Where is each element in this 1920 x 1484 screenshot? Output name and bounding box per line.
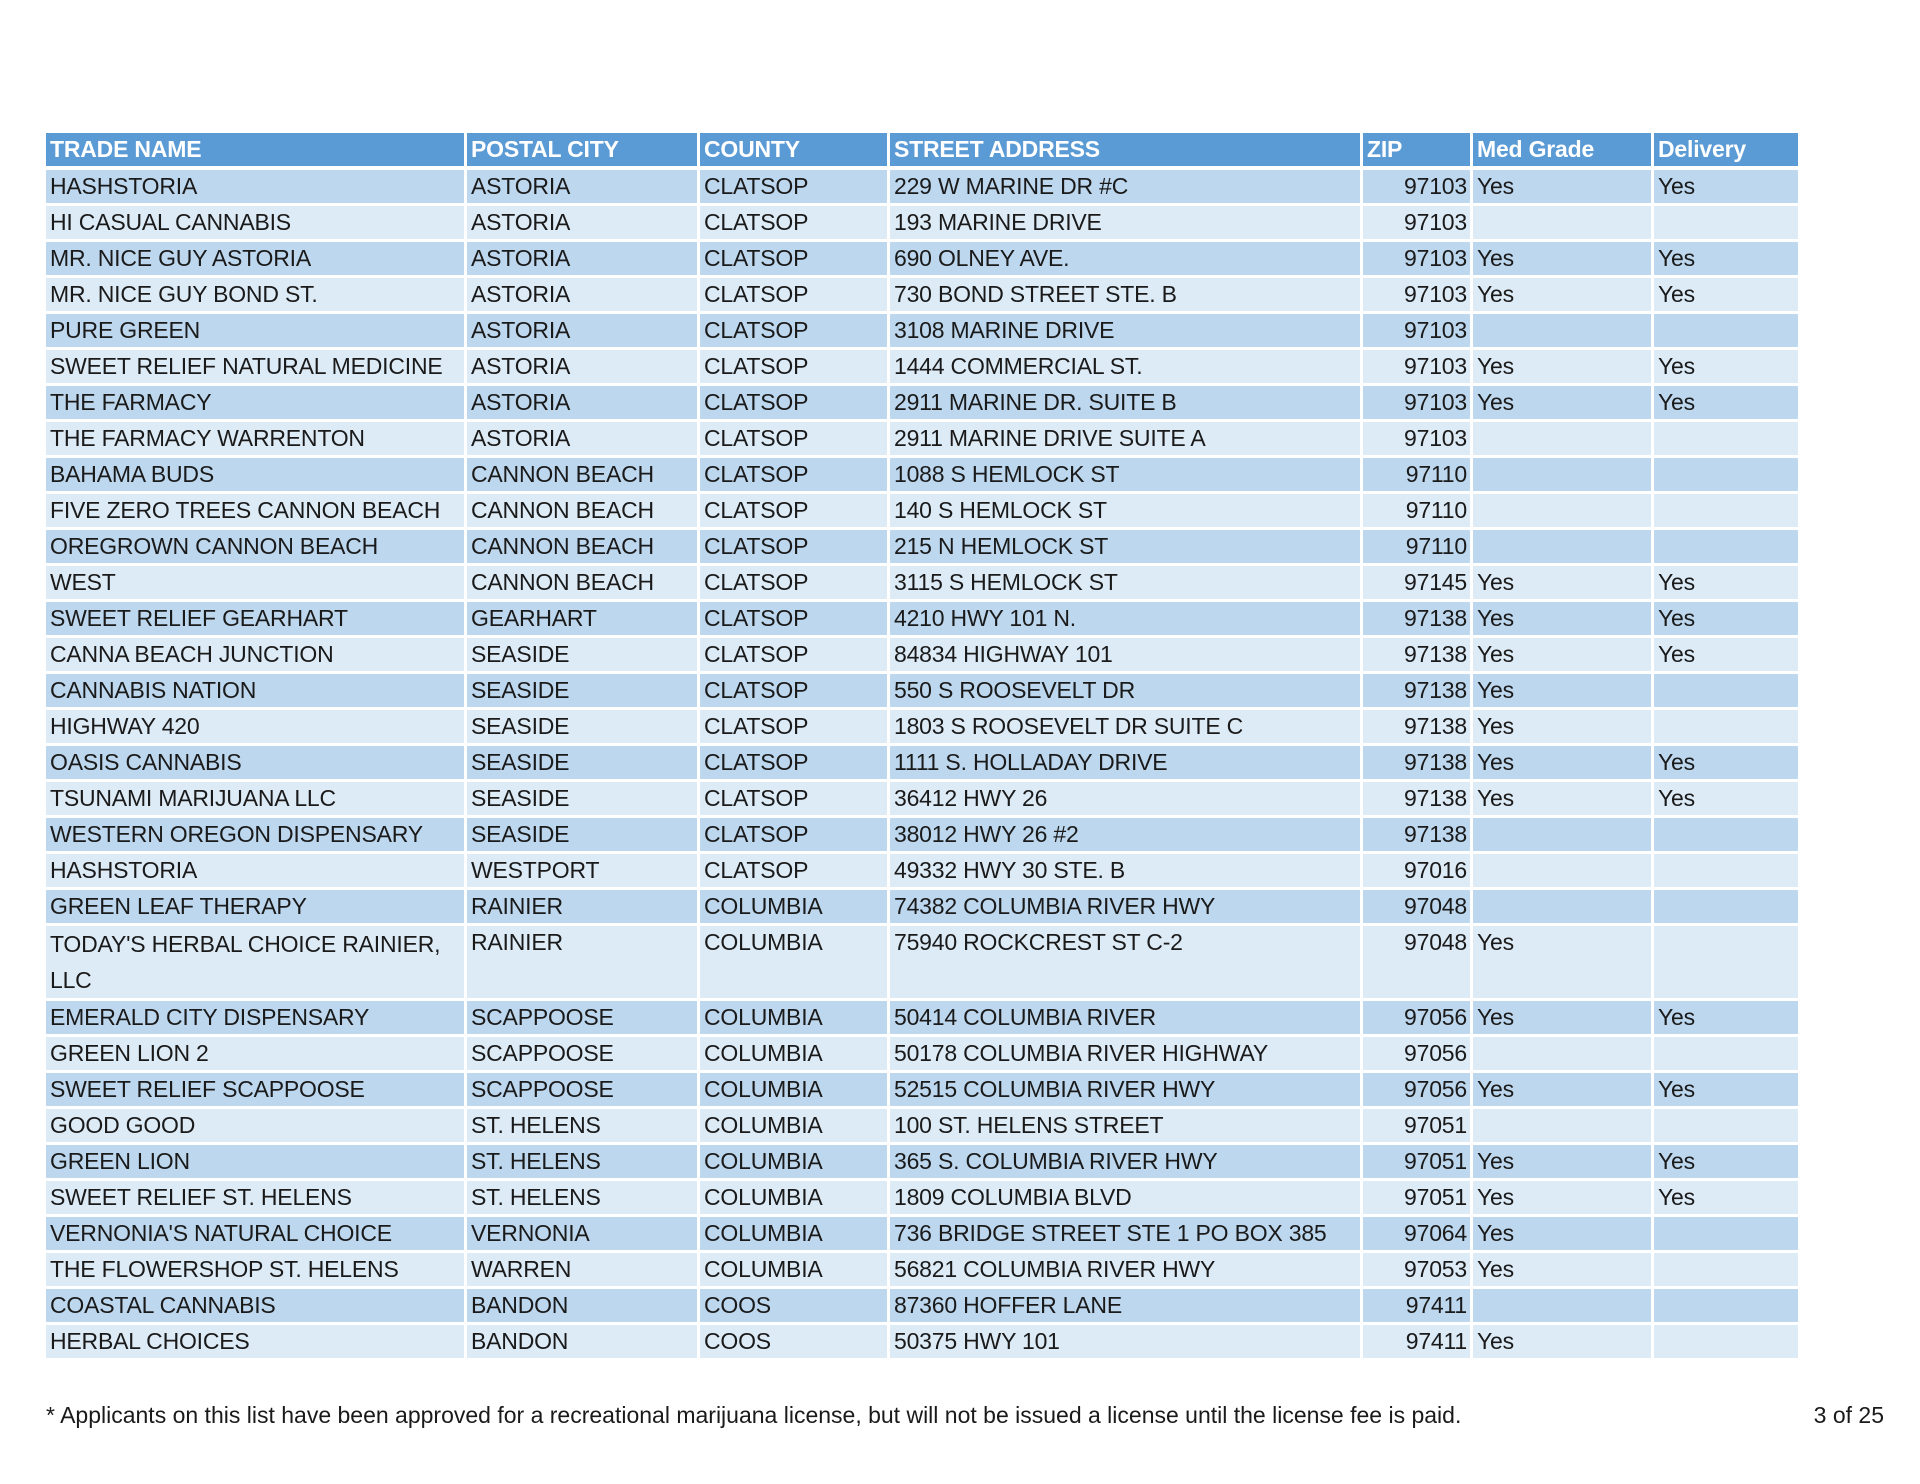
- column-header-med-grade[interactable]: Med Grade: [1473, 133, 1654, 170]
- cell-street-address: 4210 HWY 101 N.: [890, 602, 1363, 638]
- cell-med-grade: [1473, 314, 1654, 350]
- cell-postal-city: RAINIER: [467, 926, 700, 1001]
- cell-delivery: Yes: [1654, 782, 1798, 818]
- cell-county: CLATSOP: [700, 350, 890, 386]
- cell-street-address: 1809 COLUMBIA BLVD: [890, 1181, 1363, 1217]
- column-header-zip[interactable]: ZIP: [1363, 133, 1473, 170]
- cell-delivery: [1654, 1109, 1798, 1145]
- cell-delivery: [1654, 854, 1798, 890]
- cell-med-grade: Yes: [1473, 278, 1654, 314]
- cell-med-grade: [1473, 494, 1654, 530]
- cell-street-address: 36412 HWY 26: [890, 782, 1363, 818]
- cell-street-address: 1444 COMMERCIAL ST.: [890, 350, 1363, 386]
- cell-trade-name: SWEET RELIEF NATURAL MEDICINE: [46, 350, 467, 386]
- cell-trade-name: WEST: [46, 566, 467, 602]
- cell-zip: 97103: [1363, 278, 1473, 314]
- table-row[interactable]: [46, 494, 1798, 530]
- cell-county: CLATSOP: [700, 710, 890, 746]
- table-row[interactable]: [46, 458, 1798, 494]
- cell-zip: 97103: [1363, 242, 1473, 278]
- cell-med-grade: [1473, 1289, 1654, 1325]
- cell-street-address: 2911 MARINE DR. SUITE B: [890, 386, 1363, 422]
- cell-street-address: 74382 COLUMBIA RIVER HWY: [890, 890, 1363, 926]
- cell-county: CLATSOP: [700, 566, 890, 602]
- cell-postal-city: BANDON: [467, 1289, 700, 1325]
- cell-trade-name: THE FARMACY WARRENTON: [46, 422, 467, 458]
- cell-postal-city: ASTORIA: [467, 170, 700, 206]
- cell-zip: 97138: [1363, 818, 1473, 854]
- cell-trade-name: VERNONIA'S NATURAL CHOICE: [46, 1217, 467, 1253]
- cell-county: CLATSOP: [700, 242, 890, 278]
- table-row[interactable]: [46, 1217, 1798, 1253]
- cell-delivery: [1654, 1217, 1798, 1253]
- cell-delivery: [1654, 422, 1798, 458]
- cell-county: CLATSOP: [700, 818, 890, 854]
- table-row[interactable]: [46, 1001, 1798, 1037]
- cell-street-address: 38012 HWY 26 #2: [890, 818, 1363, 854]
- cell-postal-city: SEASIDE: [467, 746, 700, 782]
- cell-zip: 97103: [1363, 386, 1473, 422]
- table-row[interactable]: [46, 422, 1798, 458]
- cell-street-address: 84834 HIGHWAY 101: [890, 638, 1363, 674]
- table-row[interactable]: [46, 710, 1798, 746]
- cell-delivery: [1654, 1253, 1798, 1289]
- cell-postal-city: SCAPPOOSE: [467, 1037, 700, 1073]
- cell-trade-name: HIGHWAY 420: [46, 710, 467, 746]
- cell-street-address: 215 N HEMLOCK ST: [890, 530, 1363, 566]
- table-row[interactable]: [46, 1253, 1798, 1289]
- cell-street-address: 690 OLNEY AVE.: [890, 242, 1363, 278]
- cell-county: COLUMBIA: [700, 1001, 890, 1037]
- cell-county: COLUMBIA: [700, 1073, 890, 1109]
- cell-trade-name: MR. NICE GUY ASTORIA: [46, 242, 467, 278]
- table-row[interactable]: [46, 206, 1798, 242]
- cell-postal-city: VERNONIA: [467, 1217, 700, 1253]
- cell-trade-name: CANNABIS NATION: [46, 674, 467, 710]
- cell-med-grade: [1473, 854, 1654, 890]
- cell-county: COLUMBIA: [700, 1217, 890, 1253]
- cell-county: CLATSOP: [700, 170, 890, 206]
- cell-delivery: Yes: [1654, 350, 1798, 386]
- cell-zip: 97110: [1363, 530, 1473, 566]
- cell-postal-city: CANNON BEACH: [467, 566, 700, 602]
- cell-zip: 97411: [1363, 1325, 1473, 1361]
- table-row[interactable]: [46, 674, 1798, 710]
- cell-med-grade: Yes: [1473, 386, 1654, 422]
- cell-street-address: 193 MARINE DRIVE: [890, 206, 1363, 242]
- cell-street-address: 736 BRIDGE STREET STE 1 PO BOX 385: [890, 1217, 1363, 1253]
- cell-street-address: 140 S HEMLOCK ST: [890, 494, 1363, 530]
- cell-postal-city: ASTORIA: [467, 314, 700, 350]
- cell-street-address: 365 S. COLUMBIA RIVER HWY: [890, 1145, 1363, 1181]
- cell-delivery: [1654, 926, 1798, 1001]
- cell-trade-name: PURE GREEN: [46, 314, 467, 350]
- cell-delivery: Yes: [1654, 1145, 1798, 1181]
- cell-med-grade: [1473, 206, 1654, 242]
- cell-county: CLATSOP: [700, 674, 890, 710]
- cell-zip: 97016: [1363, 854, 1473, 890]
- cell-trade-name: MR. NICE GUY BOND ST.: [46, 278, 467, 314]
- cell-med-grade: Yes: [1473, 350, 1654, 386]
- cell-trade-name: FIVE ZERO TREES CANNON BEACH: [46, 494, 467, 530]
- cell-postal-city: ASTORIA: [467, 242, 700, 278]
- cell-street-address: 229 W MARINE DR #C: [890, 170, 1363, 206]
- table-row[interactable]: [46, 314, 1798, 350]
- page-number: 3 of 25: [1813, 1402, 1884, 1428]
- cell-med-grade: Yes: [1473, 1181, 1654, 1217]
- table-row[interactable]: [46, 890, 1798, 926]
- cell-delivery: [1654, 890, 1798, 926]
- cell-trade-name: OASIS CANNABIS: [46, 746, 467, 782]
- table-row[interactable]: [46, 818, 1798, 854]
- cell-delivery: Yes: [1654, 386, 1798, 422]
- cell-county: COLUMBIA: [700, 1181, 890, 1217]
- cell-delivery: [1654, 710, 1798, 746]
- table-row[interactable]: [46, 278, 1798, 314]
- cell-trade-name: THE FARMACY: [46, 386, 467, 422]
- cell-street-address: 2911 MARINE DRIVE SUITE A: [890, 422, 1363, 458]
- cell-county: CLATSOP: [700, 494, 890, 530]
- cell-street-address: 75940 ROCKCREST ST C-2: [890, 926, 1363, 1001]
- cell-zip: 97138: [1363, 674, 1473, 710]
- cell-street-address: 100 ST. HELENS STREET: [890, 1109, 1363, 1145]
- cell-zip: 97110: [1363, 458, 1473, 494]
- cell-med-grade: Yes: [1473, 1073, 1654, 1109]
- cell-street-address: 1088 S HEMLOCK ST: [890, 458, 1363, 494]
- cell-delivery: Yes: [1654, 746, 1798, 782]
- table-row[interactable]: [46, 638, 1798, 674]
- cell-zip: 97064: [1363, 1217, 1473, 1253]
- cell-trade-name: HI CASUAL CANNABIS: [46, 206, 467, 242]
- cell-trade-name: OREGROWN CANNON BEACH: [46, 530, 467, 566]
- cell-street-address: 3115 S HEMLOCK ST: [890, 566, 1363, 602]
- cell-med-grade: Yes: [1473, 638, 1654, 674]
- table-row[interactable]: [46, 1037, 1798, 1073]
- cell-delivery: Yes: [1654, 566, 1798, 602]
- cell-street-address: 87360 HOFFER LANE: [890, 1289, 1363, 1325]
- cell-postal-city: ASTORIA: [467, 278, 700, 314]
- cell-delivery: [1654, 1037, 1798, 1073]
- cell-postal-city: ASTORIA: [467, 206, 700, 242]
- cell-street-address: 1111 S. HOLLADAY DRIVE: [890, 746, 1363, 782]
- cell-med-grade: Yes: [1473, 566, 1654, 602]
- cell-trade-name: EMERALD CITY DISPENSARY: [46, 1001, 467, 1037]
- cell-delivery: [1654, 818, 1798, 854]
- column-header-street-address[interactable]: STREET ADDRESS: [890, 133, 1363, 170]
- cell-zip: 97103: [1363, 206, 1473, 242]
- column-header-county[interactable]: COUNTY: [700, 133, 890, 170]
- cell-zip: 97048: [1363, 926, 1473, 1001]
- cell-county: CLATSOP: [700, 458, 890, 494]
- cell-zip: 97138: [1363, 746, 1473, 782]
- cell-delivery: [1654, 458, 1798, 494]
- cell-zip: 97051: [1363, 1145, 1473, 1181]
- cell-postal-city: SCAPPOOSE: [467, 1073, 700, 1109]
- table-row[interactable]: [46, 1181, 1798, 1217]
- cell-zip: 97103: [1363, 170, 1473, 206]
- cell-county: CLATSOP: [700, 854, 890, 890]
- cell-county: CLATSOP: [700, 782, 890, 818]
- table-row[interactable]: [46, 1289, 1798, 1325]
- cell-med-grade: Yes: [1473, 710, 1654, 746]
- cell-med-grade: Yes: [1473, 1253, 1654, 1289]
- cell-street-address: 50375 HWY 101: [890, 1325, 1363, 1361]
- cell-postal-city: ASTORIA: [467, 422, 700, 458]
- cell-street-address: 550 S ROOSEVELT DR: [890, 674, 1363, 710]
- cell-county: COOS: [700, 1289, 890, 1325]
- cell-zip: 97056: [1363, 1073, 1473, 1109]
- cell-postal-city: ASTORIA: [467, 386, 700, 422]
- cell-delivery: Yes: [1654, 602, 1798, 638]
- cell-postal-city: SCAPPOOSE: [467, 1001, 700, 1037]
- cell-trade-name: SWEET RELIEF GEARHART: [46, 602, 467, 638]
- cell-postal-city: RAINIER: [467, 890, 700, 926]
- table-body: [46, 170, 1798, 1361]
- cell-street-address: 730 BOND STREET STE. B: [890, 278, 1363, 314]
- cell-street-address: 3108 MARINE DRIVE: [890, 314, 1363, 350]
- cell-zip: 97051: [1363, 1109, 1473, 1145]
- cell-trade-name: HASHSTORIA: [46, 854, 467, 890]
- table-row[interactable]: [46, 602, 1798, 638]
- cell-med-grade: Yes: [1473, 602, 1654, 638]
- cell-med-grade: Yes: [1473, 674, 1654, 710]
- cell-county: COLUMBIA: [700, 890, 890, 926]
- cell-county: CLATSOP: [700, 386, 890, 422]
- cell-street-address: 50414 COLUMBIA RIVER: [890, 1001, 1363, 1037]
- cell-trade-name: WESTERN OREGON DISPENSARY: [46, 818, 467, 854]
- cell-med-grade: [1473, 530, 1654, 566]
- cell-delivery: Yes: [1654, 638, 1798, 674]
- cell-postal-city: SEASIDE: [467, 818, 700, 854]
- cell-med-grade: [1473, 458, 1654, 494]
- table-row[interactable]: [46, 566, 1798, 602]
- table-row[interactable]: [46, 1073, 1798, 1109]
- cell-zip: 97145: [1363, 566, 1473, 602]
- cell-postal-city: ST. HELENS: [467, 1145, 700, 1181]
- cell-delivery: Yes: [1654, 278, 1798, 314]
- cell-postal-city: CANNON BEACH: [467, 530, 700, 566]
- cell-county: CLATSOP: [700, 638, 890, 674]
- cell-zip: 97056: [1363, 1037, 1473, 1073]
- dispensary-table: [46, 133, 1798, 1361]
- cell-county: COLUMBIA: [700, 1253, 890, 1289]
- cell-county: COOS: [700, 1325, 890, 1361]
- cell-med-grade: [1473, 1037, 1654, 1073]
- cell-trade-name: SWEET RELIEF SCAPPOOSE: [46, 1073, 467, 1109]
- cell-street-address: 56821 COLUMBIA RIVER HWY: [890, 1253, 1363, 1289]
- table-row[interactable]: [46, 242, 1798, 278]
- cell-county: CLATSOP: [700, 314, 890, 350]
- cell-delivery: [1654, 530, 1798, 566]
- cell-med-grade: [1473, 818, 1654, 854]
- cell-zip: 97053: [1363, 1253, 1473, 1289]
- cell-med-grade: Yes: [1473, 1217, 1654, 1253]
- cell-street-address: 52515 COLUMBIA RIVER HWY: [890, 1073, 1363, 1109]
- cell-zip: 97138: [1363, 638, 1473, 674]
- cell-postal-city: WESTPORT: [467, 854, 700, 890]
- table-row[interactable]: [46, 386, 1798, 422]
- cell-street-address: 50178 COLUMBIA RIVER HIGHWAY: [890, 1037, 1363, 1073]
- cell-postal-city: SEASIDE: [467, 638, 700, 674]
- cell-zip: 97138: [1363, 602, 1473, 638]
- cell-postal-city: ST. HELENS: [467, 1181, 700, 1217]
- cell-zip: 97138: [1363, 782, 1473, 818]
- cell-county: COLUMBIA: [700, 1145, 890, 1181]
- column-header-postal-city[interactable]: POSTAL CITY: [467, 133, 700, 170]
- footer-note: * Applicants on this list have been approved for a recreational marijuana license, but will not be issued a license until the license fee is paid.: [46, 1402, 1462, 1428]
- cell-trade-name: GOOD GOOD: [46, 1109, 467, 1145]
- cell-county: CLATSOP: [700, 530, 890, 566]
- cell-zip: 97103: [1363, 350, 1473, 386]
- cell-county: COLUMBIA: [700, 1037, 890, 1073]
- cell-trade-name: CANNA BEACH JUNCTION: [46, 638, 467, 674]
- cell-trade-name: GREEN LEAF THERAPY: [46, 890, 467, 926]
- cell-zip: 97048: [1363, 890, 1473, 926]
- cell-zip: 97103: [1363, 422, 1473, 458]
- cell-med-grade: Yes: [1473, 782, 1654, 818]
- cell-zip: 97103: [1363, 314, 1473, 350]
- cell-trade-name: HERBAL CHOICES: [46, 1325, 467, 1361]
- table-header-row: [46, 133, 1798, 170]
- table-row[interactable]: [46, 746, 1798, 782]
- column-header-trade-name[interactable]: TRADE NAME: [46, 133, 467, 170]
- cell-street-address: 1803 S ROOSEVELT DR SUITE C: [890, 710, 1363, 746]
- cell-county: CLATSOP: [700, 278, 890, 314]
- cell-med-grade: Yes: [1473, 926, 1654, 1001]
- table-row[interactable]: [46, 926, 1798, 1001]
- cell-delivery: [1654, 206, 1798, 242]
- cell-zip: 97051: [1363, 1181, 1473, 1217]
- cell-delivery: Yes: [1654, 1001, 1798, 1037]
- cell-delivery: Yes: [1654, 170, 1798, 206]
- cell-trade-name: THE FLOWERSHOP ST. HELENS: [46, 1253, 467, 1289]
- cell-county: CLATSOP: [700, 206, 890, 242]
- cell-delivery: Yes: [1654, 242, 1798, 278]
- table-row[interactable]: [46, 854, 1798, 890]
- cell-county: COLUMBIA: [700, 1109, 890, 1145]
- cell-postal-city: SEASIDE: [467, 782, 700, 818]
- cell-postal-city: SEASIDE: [467, 674, 700, 710]
- cell-county: CLATSOP: [700, 422, 890, 458]
- cell-med-grade: Yes: [1473, 170, 1654, 206]
- cell-delivery: [1654, 494, 1798, 530]
- cell-street-address: 49332 HWY 30 STE. B: [890, 854, 1363, 890]
- cell-postal-city: CANNON BEACH: [467, 458, 700, 494]
- cell-trade-name: GREEN LION 2: [46, 1037, 467, 1073]
- cell-trade-name: TODAY'S HERBAL CHOICE RAINIER, LLC: [46, 926, 467, 1001]
- cell-delivery: Yes: [1654, 1073, 1798, 1109]
- cell-trade-name: GREEN LION: [46, 1145, 467, 1181]
- cell-postal-city: CANNON BEACH: [467, 494, 700, 530]
- cell-trade-name: HASHSTORIA: [46, 170, 467, 206]
- cell-zip: 97110: [1363, 494, 1473, 530]
- cell-postal-city: GEARHART: [467, 602, 700, 638]
- cell-postal-city: WARREN: [467, 1253, 700, 1289]
- cell-postal-city: ASTORIA: [467, 350, 700, 386]
- cell-county: COLUMBIA: [700, 926, 890, 1001]
- cell-trade-name: SWEET RELIEF ST. HELENS: [46, 1181, 467, 1217]
- cell-trade-name: TSUNAMI MARIJUANA LLC: [46, 782, 467, 818]
- cell-delivery: [1654, 314, 1798, 350]
- cell-postal-city: SEASIDE: [467, 710, 700, 746]
- cell-med-grade: Yes: [1473, 1001, 1654, 1037]
- table-row[interactable]: [46, 170, 1798, 206]
- table-row[interactable]: [46, 1109, 1798, 1145]
- cell-postal-city: ST. HELENS: [467, 1109, 700, 1145]
- cell-county: CLATSOP: [700, 602, 890, 638]
- cell-zip: 97411: [1363, 1289, 1473, 1325]
- table-row[interactable]: [46, 782, 1798, 818]
- dispensary-table-container: [46, 133, 1798, 1361]
- cell-county: CLATSOP: [700, 746, 890, 782]
- cell-trade-name: BAHAMA BUDS: [46, 458, 467, 494]
- cell-delivery: Yes: [1654, 1181, 1798, 1217]
- table-row[interactable]: [46, 1325, 1798, 1361]
- cell-trade-name: COASTAL CANNABIS: [46, 1289, 467, 1325]
- cell-delivery: [1654, 1325, 1798, 1361]
- cell-med-grade: Yes: [1473, 1325, 1654, 1361]
- column-header-delivery[interactable]: Delivery: [1654, 133, 1798, 170]
- cell-med-grade: Yes: [1473, 746, 1654, 782]
- table-row[interactable]: [46, 350, 1798, 386]
- cell-med-grade: [1473, 422, 1654, 458]
- cell-delivery: [1654, 1289, 1798, 1325]
- cell-zip: 97138: [1363, 710, 1473, 746]
- cell-med-grade: Yes: [1473, 1145, 1654, 1181]
- cell-med-grade: [1473, 1109, 1654, 1145]
- cell-zip: 97056: [1363, 1001, 1473, 1037]
- cell-med-grade: [1473, 890, 1654, 926]
- cell-postal-city: BANDON: [467, 1325, 700, 1361]
- cell-delivery: [1654, 674, 1798, 710]
- cell-med-grade: Yes: [1473, 242, 1654, 278]
- table-row[interactable]: [46, 1145, 1798, 1181]
- table-row[interactable]: [46, 530, 1798, 566]
